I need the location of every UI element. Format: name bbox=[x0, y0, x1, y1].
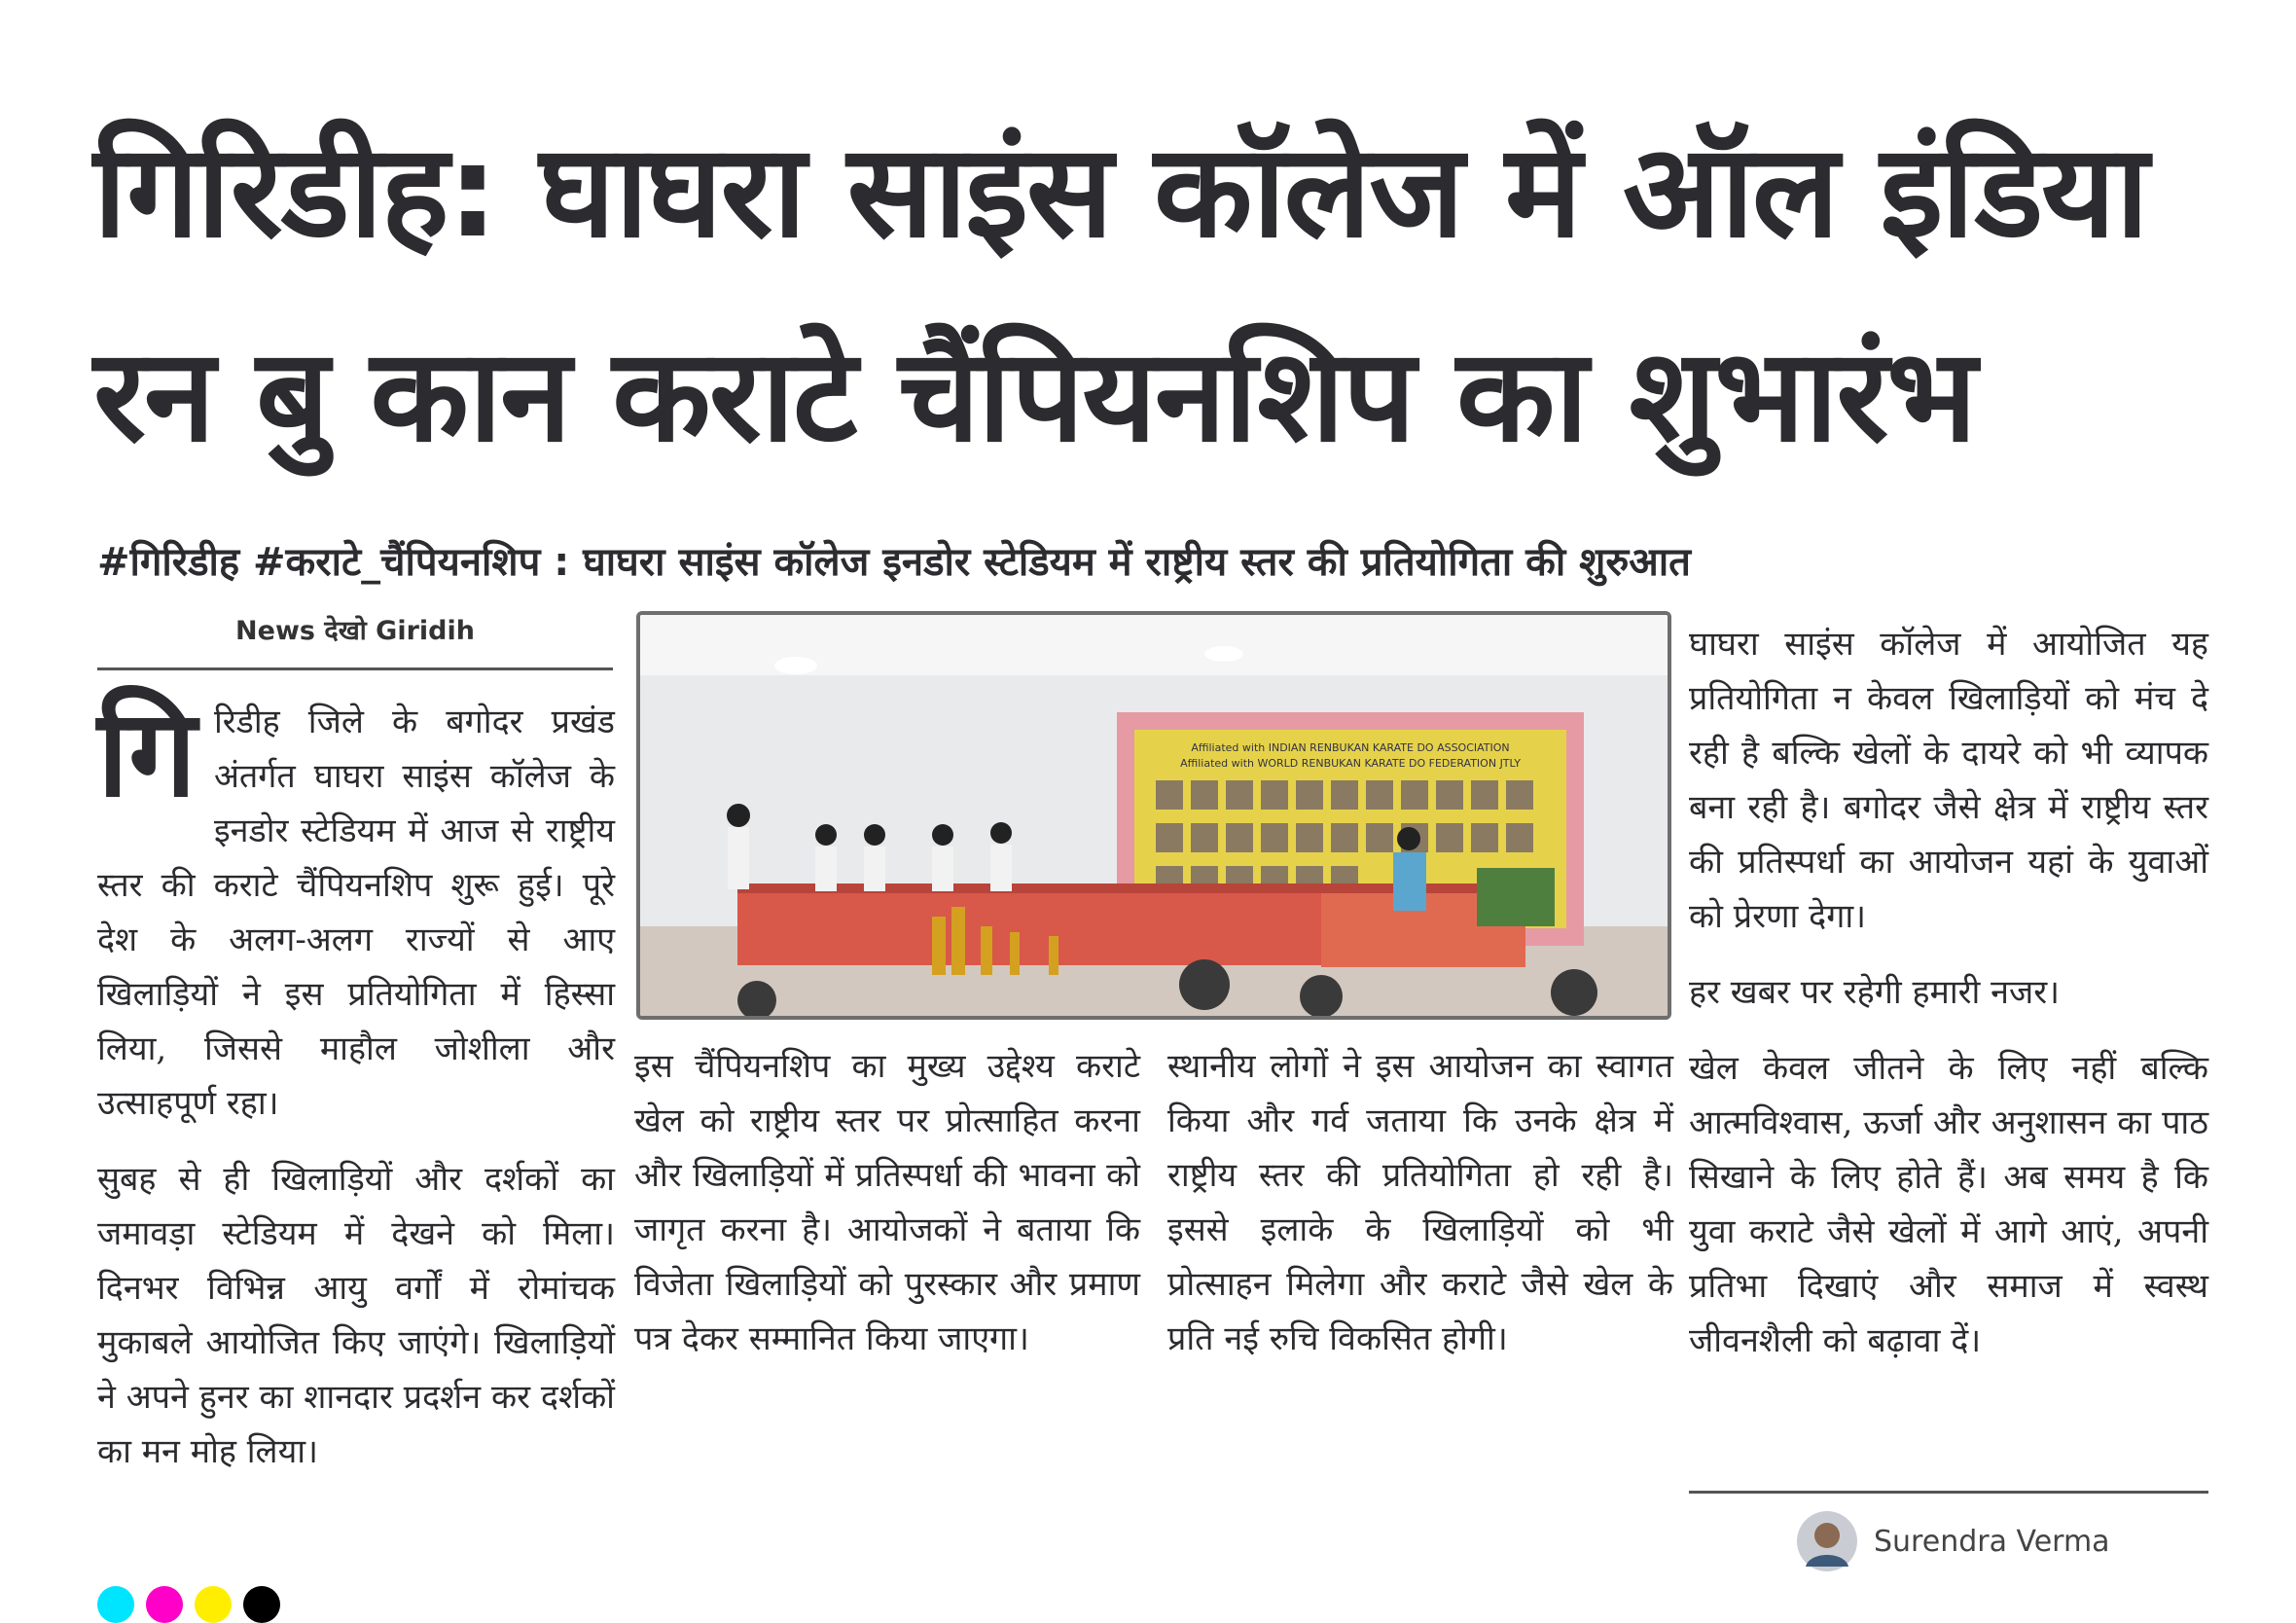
black-mark bbox=[243, 1586, 280, 1623]
drop-cap: गि bbox=[97, 684, 197, 824]
column-1 bbox=[97, 684, 615, 1500]
paragraph bbox=[97, 684, 615, 1131]
byline-divider bbox=[97, 667, 613, 670]
magenta-mark bbox=[146, 1586, 183, 1623]
column-4 bbox=[1689, 617, 2208, 1389]
cyan-mark bbox=[97, 1586, 134, 1623]
paragraph-text: रिडीह जिले के बगोदर प्रखंड अंतर्गत घाघरा साइंस कॉलेज के इनडोर स्टेडियम में आज से राष्ट्रीय स्तर की कराटे चैंपियनशिप शुरू हुई। पूरे देश के अलग-अलग राज्यों से आए खिलाड़ियों ने इस प्रतियोगिता में हिस्सा लिया, जिससे माहौल जोशीला और उत्साहपूर्ण रहा। bbox=[97, 703, 615, 1123]
author-name: Surendra Verma bbox=[1874, 1524, 2110, 1559]
paragraph: हर खबर पर रहेगी हमारी नजर। bbox=[1689, 973, 2061, 1012]
signature-divider bbox=[1689, 1491, 2208, 1494]
column-2 bbox=[634, 1039, 1140, 1388]
yellow-mark bbox=[195, 1586, 232, 1623]
paragraph: सुबह से ही खिलाड़ियों और दर्शकों का जमावड़ा स्टेडियम में देखने को मिला। दिनभर विभिन्न आयु वर्गों में रोमांचक मुकाबले आयोजित किए जाएंगे। खिलाड़ियों ने अपने हुनर का शानदार प्रदर्शन कर दर्शकों का मन मोह लिया। bbox=[97, 1160, 615, 1471]
banner-line-2: Affiliated with WORLD RENBUKAN KARATE DO FEDERATION JTLY bbox=[1180, 757, 1521, 770]
paragraph: स्थानीय लोगों ने इस आयोजन का स्वागत किया और गर्व जताया कि उनके क्षेत्र में राष्ट्रीय स्तर की प्रतियोगिता हो रही है। इससे इलाके के खिलाड़ियों को भी प्रोत्साहन मिलेगा और कराटे जैसे खेल के प्रति नई रुचि विकसित होगी। bbox=[1167, 1047, 1673, 1358]
column-3 bbox=[1167, 1039, 1673, 1388]
paragraph: खेल केवल जीतने के लिए नहीं बल्कि आत्मविश्वास, ऊर्जा और अनुशासन का पाठ सिखाने के लिए होते हैं। अब समय है कि युवा कराटे जैसे खेलों में आगे आएं, अपनी प्रतिभा दिखाएं और समाज में स्वस्थ जीवनशैली को बढ़ावा दें। bbox=[1689, 1049, 2208, 1360]
banner-line-1: Affiliated with INDIAN RENBUKAN KARATE DO ASSOCIATION bbox=[1191, 741, 1510, 754]
paragraph: घाघरा साइंस कॉलेज में आयोजित यह प्रतियोगिता न केवल खिलाड़ियों को मंच दे रही है बल्कि खेलों के दायरे को भी व्यापक बना रही है। बगोदर जैसे क्षेत्र में राष्ट्रीय स्तर की प्रतिस्पर्धा का आयोजन यहां के युवाओं को प्रेरणा देगा। bbox=[1689, 625, 2208, 936]
paragraph: इस चैंपियनशिप का मुख्य उद्देश्य कराटे खेल को राष्ट्रीय स्तर पर प्रोत्साहित करना और खिलाड़ियों में प्रतिस्पर्धा की भावना को जागृत करना है। आयोजकों ने बताया कि विजेता खिलाड़ियों को पुरस्कार और प्रमाण पत्र देकर सम्मानित किया जाएगा। bbox=[634, 1047, 1140, 1358]
byline: News देखो Giridih bbox=[235, 616, 475, 646]
article-photo bbox=[636, 611, 1671, 1020]
headline: गिरिडीह: घाघरा साइंस कॉलेज में ऑल इंडिया रन बु कान कराटे चैंपियनशिप का शुभारंभ bbox=[93, 117, 2147, 471]
avatar bbox=[1796, 1510, 1858, 1572]
print-registration-marks bbox=[97, 1586, 280, 1623]
subheadline: #गिरिडीह #कराटे_चैंपियनशिप : घाघरा साइंस कॉलेज इनडोर स्टेडियम में राष्ट्रीय स्तर की प्रतियोगिता की शुरुआत bbox=[97, 540, 1691, 585]
author-signature bbox=[1796, 1510, 2110, 1572]
